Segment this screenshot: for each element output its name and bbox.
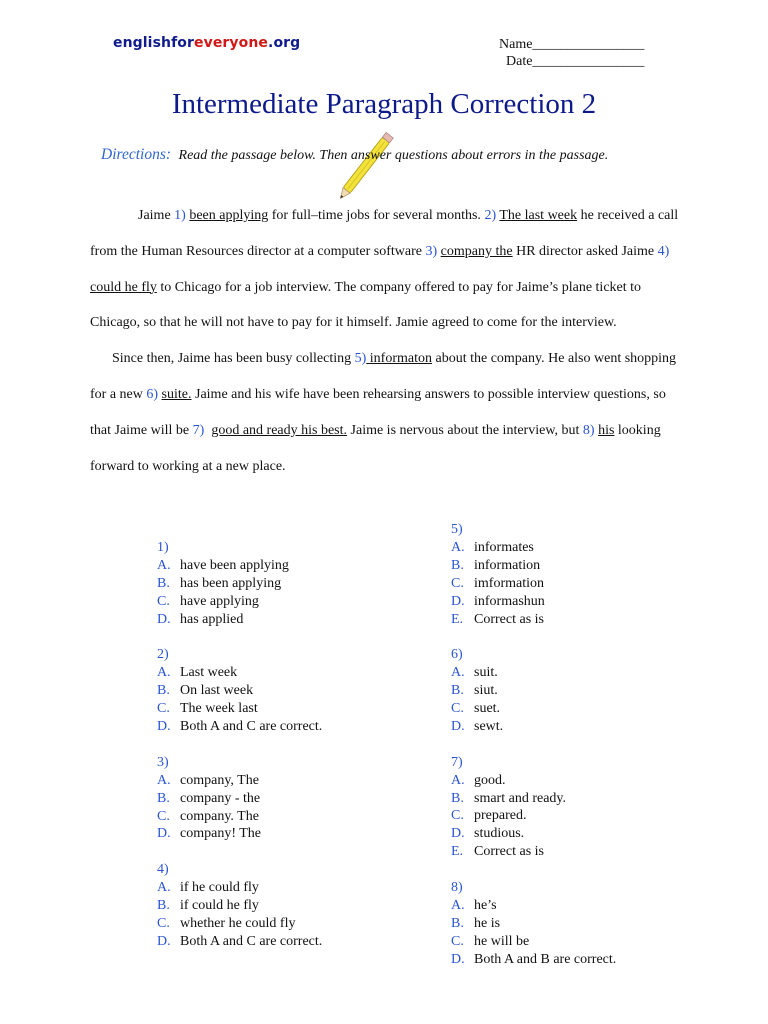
option-text: suit. (474, 665, 498, 681)
option-letter: D. (157, 719, 171, 735)
answer-option (451, 700, 616, 718)
question-number: 5) (451, 522, 463, 537)
question-number: 3) (157, 754, 169, 770)
option-text: The week last (180, 701, 258, 717)
answer-option (451, 807, 616, 825)
error-text-6: suite. (161, 386, 192, 402)
option-text: if he could fly (180, 880, 259, 896)
option-text: informates (474, 539, 534, 555)
passage (90, 198, 690, 484)
answer-option (157, 772, 322, 790)
option-text: information (474, 557, 541, 573)
option-letter: D. (451, 826, 465, 842)
option-text: studious. (474, 826, 525, 842)
page-title: Intermediate Paragraph Correction 2 (171, 88, 597, 120)
option-letter: A. (157, 665, 171, 681)
question (451, 521, 616, 628)
answer-option (157, 700, 322, 718)
answer-option (157, 664, 322, 682)
question (157, 754, 322, 844)
option-text: suet. (474, 701, 501, 717)
option-text: good. (474, 772, 506, 788)
answer-option (157, 808, 322, 826)
answer-option (451, 772, 616, 790)
question (451, 646, 616, 736)
error-number-8: 8) (582, 422, 595, 438)
error-number-7: 7) (192, 422, 205, 438)
question (157, 646, 322, 736)
question-number: 4) (157, 862, 169, 878)
error-number-2: 2) (484, 208, 497, 223)
option-letter: A. (157, 772, 171, 788)
error-text-1: been applying (189, 208, 269, 223)
option-letter: C. (157, 701, 170, 717)
option-text: Both A and B are correct. (474, 951, 617, 967)
option-text: Both A and C are correct. (180, 933, 323, 949)
option-letter: C. (157, 915, 170, 931)
option-letter: E. (451, 844, 464, 860)
error-number-5: 5) (354, 351, 367, 367)
option-text: company! The (180, 826, 261, 842)
option-letter: C. (451, 575, 464, 591)
option-text: smart and ready. (474, 790, 566, 806)
answer-option (157, 575, 322, 593)
answer-option (157, 825, 322, 843)
answer-option (451, 951, 616, 969)
option-text: he is (474, 915, 501, 931)
answer-option (451, 915, 616, 933)
option-letter: A. (157, 880, 171, 896)
option-letter: C. (451, 933, 464, 949)
directions-text: Read the passage below. Then answer questions about errors in the passage. (178, 148, 609, 163)
option-text: siut. (474, 683, 498, 699)
error-number-1: 1) (174, 208, 186, 223)
error-number-4: 4) (657, 243, 670, 259)
question-number: 8) (451, 880, 463, 896)
option-letter: C. (157, 593, 170, 609)
question-number: 6) (451, 647, 463, 663)
option-text: company. The (180, 808, 259, 824)
option-letter: D. (451, 593, 465, 609)
option-letter: D. (157, 933, 171, 949)
option-letter: B. (157, 790, 170, 806)
option-text: informashun (474, 593, 545, 609)
answer-option (157, 897, 322, 915)
option-letter: B. (451, 557, 464, 573)
directions-label: Directions: (101, 146, 172, 163)
answer-option (157, 682, 322, 700)
option-text: On last week (180, 683, 254, 699)
name-field: Name________________ (499, 37, 645, 52)
answer-option (157, 611, 322, 629)
passage-paragraph-2: Since then, Jaime has been busy collecting 5) informaton about the company. He also went shopping for a new 6) suite. Jaime and his wife have been rehearsing answers to possible interview questions, so that Jaime will be 7) good and ready his best. Jaime is nervous about the interview, but 8) his looking forward to working at a new place. (90, 351, 677, 474)
option-letter: D. (157, 611, 171, 627)
answer-option (157, 557, 322, 575)
answer-option (451, 539, 616, 557)
option-letter: B. (451, 915, 464, 931)
answer-option (451, 933, 616, 951)
question (451, 879, 616, 969)
option-letter: D. (157, 826, 171, 842)
option-text: company - the (180, 790, 261, 806)
option-letter: C. (451, 808, 464, 824)
option-text: imformation (474, 575, 544, 591)
error-text-7: good and ready his best. (211, 422, 348, 438)
question (157, 861, 322, 951)
answer-option (157, 790, 322, 808)
answer-option (157, 933, 322, 951)
answer-option (157, 718, 322, 736)
answer-option (451, 825, 616, 843)
option-letter: A. (451, 897, 465, 913)
option-letter: A. (451, 772, 465, 788)
name-date-block (499, 36, 644, 70)
option-text: have applying (180, 593, 259, 609)
question-number: 2) (157, 647, 169, 663)
option-text: has been applying (180, 575, 282, 591)
answer-option (451, 593, 616, 611)
error-text-4: could he fly (90, 279, 157, 295)
directions (101, 146, 608, 164)
option-letter: C. (157, 808, 170, 824)
error-number-3: 3) (425, 243, 438, 259)
site-logo: englishforeveryone.org (113, 35, 301, 51)
option-text: sewt. (474, 718, 504, 734)
answer-option (451, 843, 616, 861)
answer-option (451, 611, 616, 629)
question-number: 1) (157, 540, 169, 555)
answer-option (451, 557, 616, 575)
option-letter: C. (451, 701, 464, 717)
answer-option (451, 664, 616, 682)
option-text: company, The (180, 772, 259, 788)
answer-option (157, 915, 322, 933)
option-text: he’s (474, 897, 497, 913)
error-text-5: informaton (366, 351, 432, 367)
answer-option (451, 790, 616, 808)
answer-option (451, 897, 616, 915)
option-letter: B. (451, 790, 464, 806)
question-number: 7) (451, 754, 463, 770)
option-letter: B. (451, 683, 464, 699)
question (157, 539, 322, 629)
option-text: have been applying (180, 557, 289, 573)
answer-option (157, 593, 322, 611)
option-letter: D. (451, 718, 465, 734)
error-number-6: 6) (146, 386, 159, 402)
option-text: Correct as is (474, 844, 544, 860)
option-letter: B. (157, 898, 170, 914)
option-text: prepared. (474, 808, 527, 824)
answer-option (157, 879, 322, 897)
option-letter: E. (451, 611, 464, 627)
option-text: he will be (474, 933, 530, 949)
questions-left-column (157, 539, 322, 969)
option-text: Last week (180, 665, 238, 681)
option-letter: D. (451, 951, 465, 967)
option-text: Both A and C are correct. (180, 719, 323, 735)
answer-option (451, 682, 616, 700)
error-text-8: his (598, 422, 615, 438)
option-letter: B. (157, 683, 170, 699)
passage-paragraph-1: Jaime 1) been applying for full–time jobs for several months. 2) The last week he received a call from the Human Resources director at a computer software 3) company the HR director asked Jaime 4) could he fly to Chicago for a job interview. The company offered to pay for Jaime’s plane ticket to Chicago, so that he will not have to pay for it himself. Jamie agreed to come for the interview. (90, 208, 679, 331)
error-text-2: The last week (499, 208, 578, 223)
answer-option (451, 575, 616, 593)
date-field: Date________________ (506, 54, 645, 69)
option-letter: A. (451, 665, 465, 681)
questions-right-column (451, 521, 616, 987)
option-text: if could he fly (180, 898, 259, 914)
question (451, 754, 616, 861)
answer-option (451, 718, 616, 736)
option-text: whether he could fly (180, 915, 296, 931)
error-text-3: company the (440, 243, 513, 259)
option-text: Correct as is (474, 611, 544, 627)
option-letter: B. (157, 575, 170, 591)
option-text: has applied (180, 611, 244, 627)
option-letter: A. (157, 557, 171, 573)
option-letter: A. (451, 539, 465, 555)
